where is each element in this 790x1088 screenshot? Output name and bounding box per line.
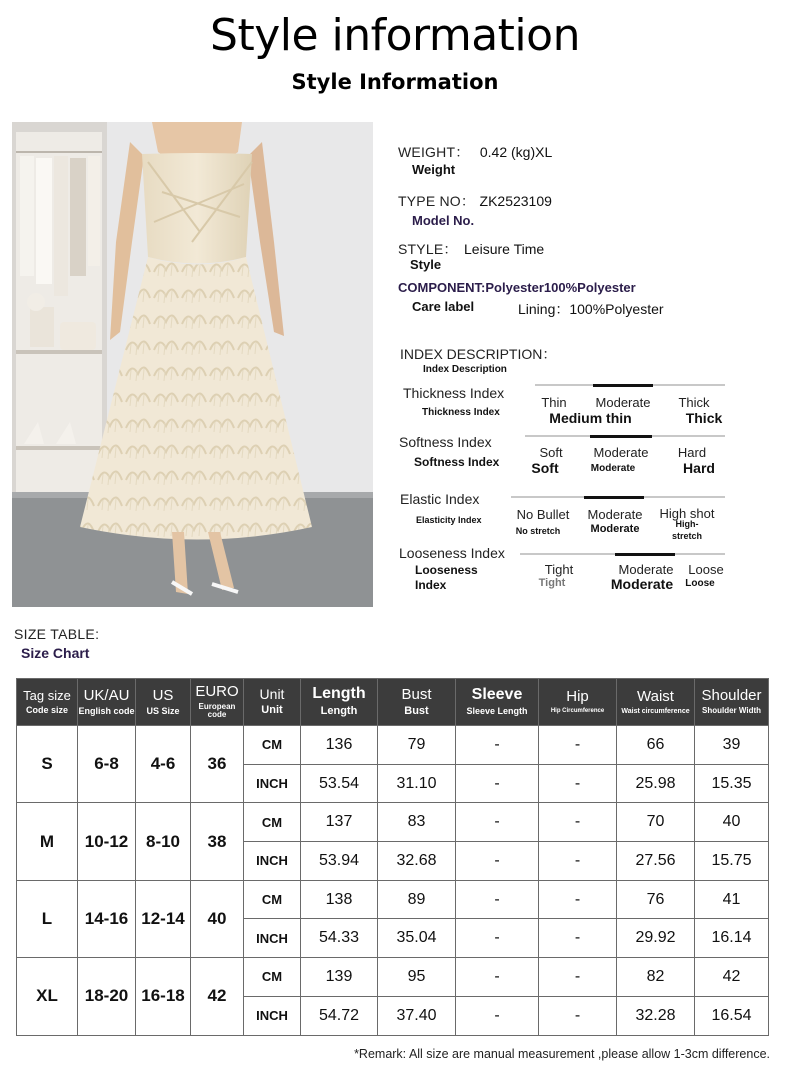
header-bust: Bust Bust [378,679,456,726]
softness-option-sub-moderate: Moderate [590,463,636,474]
hip-cell: - [539,764,617,803]
uk-cell: 6-8 [78,726,136,803]
remark-note: *Remark: All size are manual measurement ,please allow 1-3cm difference. [354,1047,770,1061]
looseness-scale-selected [615,553,675,556]
looseness-title: Looseness Index [399,545,505,561]
size-cell: S [17,726,78,803]
unit-cell: CM [244,958,301,997]
bust-cell: 89 [378,880,456,919]
weight-sublabel: Weight [412,162,456,177]
table-row [17,958,769,997]
hip-cell: - [539,726,617,765]
sleeve-cell: - [456,764,539,803]
page-subtitle: Style Information [291,70,499,94]
bust-cell: 95 [378,958,456,997]
sleeve-cell: - [456,726,539,765]
elastic-option-sub-stretch: stretch [671,531,702,541]
us-cell: 8-10 [136,803,191,880]
size-table [16,678,769,1036]
bust-cell: 37.40 [378,996,456,1035]
type-sublabel: Model No. [412,213,475,228]
waist-cell: 29.92 [617,919,695,958]
shoulder-cell: 41 [695,880,769,919]
length-cell: 137 [301,803,378,842]
softness-option-soft: Soft [539,445,563,460]
euro-cell: 40 [191,880,244,957]
bust-cell: 35.04 [378,919,456,958]
looseness-sublabel-line2: Index [415,578,447,592]
waist-cell: 25.98 [617,764,695,803]
euro-cell: 38 [191,803,244,880]
shoulder-cell: 16.14 [695,919,769,958]
thickness-option-sub-medium-thin: Medium thin [549,410,632,426]
looseness-option-sub-moderate: Moderate [610,576,674,592]
unit-cell: INCH [244,842,301,881]
header-sleeve: Sleeve Sleeve Length [456,679,539,726]
looseness-option-sub-tight: Tight [538,577,566,589]
unit-cell: CM [244,726,301,765]
page-title: Style information [210,10,580,61]
elastic-option-sub-no-stretch: No stretch [515,526,561,536]
softness-option-sub-soft: Soft [531,460,559,476]
length-cell: 54.33 [301,919,378,958]
header-uk-au: UK/AU English code [78,679,136,726]
type-value: ZK2523109 [479,193,552,209]
thickness-option-thick: Thick [678,395,710,410]
hip-cell: - [539,880,617,919]
weight-label: WEIGHT： [398,144,470,160]
product-photo [12,122,373,607]
elastic-title: Elastic Index [400,491,480,507]
waist-cell: 82 [617,958,695,997]
length-cell: 139 [301,958,378,997]
uk-cell: 14-16 [78,880,136,957]
sleeve-cell: - [456,880,539,919]
size-table-label: SIZE TABLE: [14,626,100,642]
shoulder-cell: 15.35 [695,764,769,803]
looseness-option-sub-loose: Loose [685,578,715,589]
bust-cell: 79 [378,726,456,765]
elastic-option-high-shot: High shot [659,506,715,521]
looseness-option-loose: Loose [688,562,724,577]
softness-title: Softness Index [399,434,492,450]
style-sublabel: Style [410,257,442,272]
thickness-option-moderate: Moderate [595,395,651,410]
component-value: COMPONENT:Polyester100%Polyester [398,280,636,295]
header-euro: EURO European code [191,679,244,726]
thickness-title: Thickness Index [403,385,505,401]
waist-cell: 66 [617,726,695,765]
elastic-option-sub-high: High- [675,519,699,529]
us-cell: 4-6 [136,726,191,803]
bust-cell: 83 [378,803,456,842]
us-cell: 16-18 [136,958,191,1035]
sleeve-cell: - [456,919,539,958]
sleeve-cell: - [456,803,539,842]
sleeve-cell: - [456,996,539,1035]
softness-option-sub-hard: Hard [683,460,715,476]
size-cell: XL [17,958,78,1035]
waist-cell: 70 [617,803,695,842]
size-cell: M [17,803,78,880]
softness-scale-selected [590,435,652,438]
uk-cell: 10-12 [78,803,136,880]
elastic-sublabel: Elasticity Index [416,515,482,525]
length-cell: 53.94 [301,842,378,881]
length-cell: 54.72 [301,996,378,1035]
hip-cell: - [539,996,617,1035]
looseness-option-moderate: Moderate [618,562,674,577]
care-label-sublabel: Care label [412,299,475,314]
us-cell: 12-14 [136,880,191,957]
elastic-scale-selected [584,496,644,499]
length-cell: 138 [301,880,378,919]
lining-value: Lining：100%Polyester [518,301,664,317]
style-value: Leisure Time [464,241,545,257]
header-hip: Hip Hip Circumference [539,679,617,726]
table-row [17,880,769,919]
header-unit: Unit Unit [244,679,301,726]
elastic-option-sub-moderate: Moderate [590,523,640,535]
unit-cell: INCH [244,764,301,803]
shoulder-cell: 15.75 [695,842,769,881]
looseness-option-tight: Tight [544,562,574,577]
length-cell: 136 [301,726,378,765]
uk-cell: 18-20 [78,958,136,1035]
thickness-sublabel: Thickness Index [422,407,500,418]
dress-illustration [12,122,373,607]
hip-cell: - [539,803,617,842]
euro-cell: 36 [191,726,244,803]
table-row [17,803,769,842]
header-us: US US Size [136,679,191,726]
thickness-scale-selected [593,384,653,387]
type-label: TYPE NO： [398,193,476,209]
thickness-option-thin: Thin [541,395,567,410]
thickness-option-sub-thick: Thick [685,410,723,426]
elastic-option-moderate: Moderate [587,507,643,522]
softness-option-moderate: Moderate [593,445,649,460]
hip-cell: - [539,958,617,997]
header-waist: Waist Waist circumference [617,679,695,726]
euro-cell: 42 [191,958,244,1035]
header-length: Length Length [301,679,378,726]
bust-cell: 31.10 [378,764,456,803]
shoulder-cell: 39 [695,726,769,765]
style-label: STYLE： [398,241,458,257]
softness-option-hard: Hard [677,445,707,460]
size-chart-sublabel: Size Chart [21,645,90,661]
unit-cell: INCH [244,996,301,1035]
waist-cell: 32.28 [617,996,695,1035]
looseness-sublabel-line1: Looseness [415,563,478,577]
length-cell: 53.54 [301,764,378,803]
size-cell: L [17,880,78,957]
index-subtitle: Index Description [423,364,507,375]
shoulder-cell: 40 [695,803,769,842]
size-table-header-row [17,679,769,726]
table-row [17,726,769,765]
waist-cell: 27.56 [617,842,695,881]
sleeve-cell: - [456,842,539,881]
hip-cell: - [539,842,617,881]
unit-cell: CM [244,880,301,919]
index-title: INDEX DESCRIPTION： [400,346,557,362]
unit-cell: CM [244,803,301,842]
shoulder-cell: 42 [695,958,769,997]
sleeve-cell: - [456,958,539,997]
bust-cell: 32.68 [378,842,456,881]
hip-cell: - [539,919,617,958]
elastic-option-no-bullet: No Bullet [516,507,570,522]
waist-cell: 76 [617,880,695,919]
header-shoulder: Shoulder Shoulder Width [695,679,769,726]
shoulder-cell: 16.54 [695,996,769,1035]
header-tag-size: Tag size Code size [17,679,78,726]
weight-value: 0.42 (kg)XL [479,144,553,160]
unit-cell: INCH [244,919,301,958]
softness-sublabel: Softness Index [414,455,500,469]
